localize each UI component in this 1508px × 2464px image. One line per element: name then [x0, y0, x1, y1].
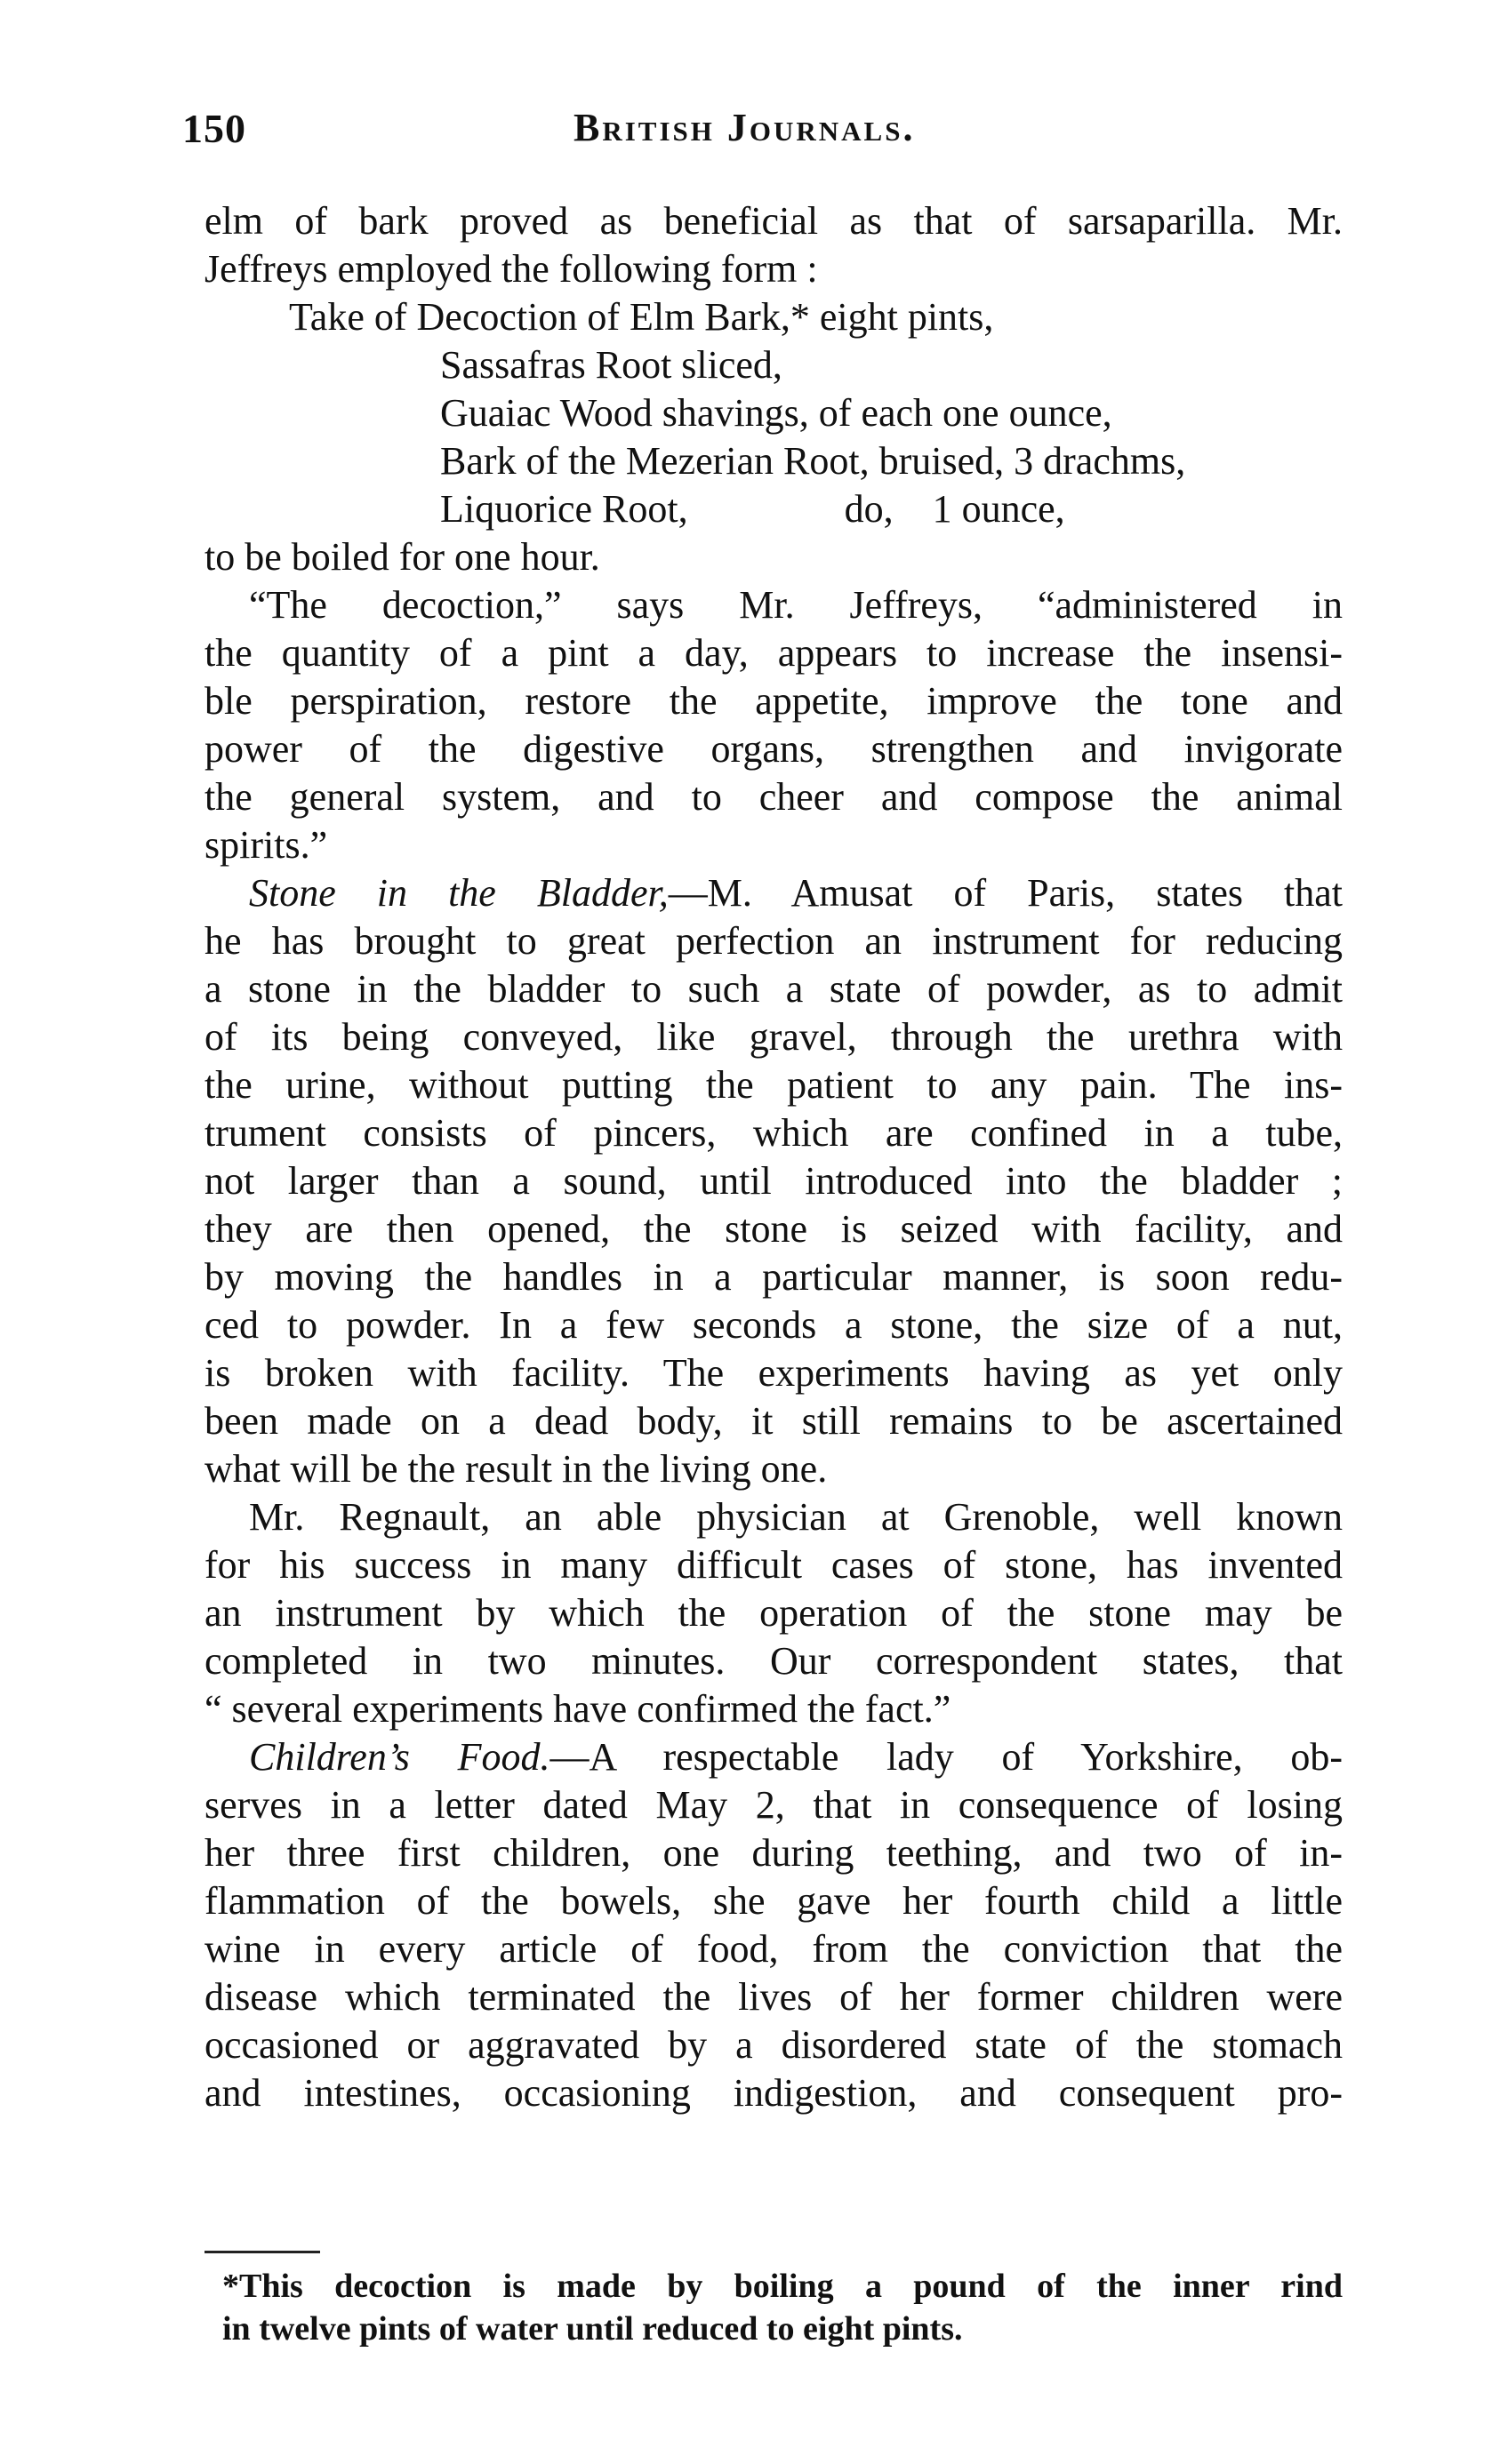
- recipe-line: Guaiac Wood shavings, of each one ounce,: [440, 391, 1112, 435]
- text-line: he has brought to great perfection an instrument for reducing: [205, 919, 1343, 963]
- section-first-line: [205, 1733, 1343, 1781]
- footnote: [222, 2265, 1343, 2350]
- text-line: flammation of the bowels, she gave her fourth child a little: [205, 1879, 1343, 1923]
- text-line: the general system, and to cheer and compose the animal: [205, 775, 1343, 819]
- text-line: her three first children, one during teething, and two of in-: [205, 1831, 1343, 1875]
- text-line: the urine, without putting the patient to any pain. The ins-: [205, 1063, 1343, 1107]
- text-line: of its being conveyed, like gravel, through the urethra with: [205, 1015, 1343, 1059]
- footnote-separator: [205, 2251, 320, 2253]
- text-line: Jeffreys employed the following form :: [205, 247, 818, 291]
- text-line: occasioned or aggravated by a disordered state of the stomach: [205, 2023, 1343, 2067]
- recipe-line: Take of Decoction of Elm Bark,* eight pints,: [289, 295, 994, 339]
- running-head: British Journals.: [574, 106, 916, 149]
- text-line: Mr. Regnault, an able physician at Grenoble, well known: [249, 1495, 1343, 1539]
- page-number: 150: [182, 106, 246, 151]
- text-line: elm of bark proved as beneficial as that of sarsaparilla. Mr.: [205, 199, 1343, 243]
- text-line: wine in every article of food, from the conviction that the: [205, 1927, 1343, 1971]
- text-line: they are then opened, the stone is seized with facility, and: [205, 1207, 1343, 1251]
- text-line: trument consists of pincers, which are confined in a tube,: [205, 1111, 1343, 1155]
- text-line: completed in two minutes. Our correspondent states, that: [205, 1639, 1343, 1683]
- recipe-line: Bark of the Mezerian Root, bruised, 3 drachms,: [440, 439, 1186, 483]
- text-line: a stone in the bladder to such a state of powder, as to admit: [205, 967, 1343, 1011]
- text-line: ced to powder. In a few seconds a stone, the size of a nut,: [205, 1303, 1343, 1347]
- text-line: serves in a letter dated May 2, that in consequence of losing: [205, 1783, 1343, 1827]
- text-line: by moving the handles in a particular manner, is soon redu-: [205, 1255, 1343, 1299]
- text-line: not larger than a sound, until introduced into the bladder ;: [205, 1159, 1343, 1203]
- text-line: and intestines, occasioning indigestion, and consequent pro-: [205, 2071, 1343, 2115]
- recipe-line: Sassafras Root sliced,: [440, 343, 782, 387]
- text-line: spirits.”: [205, 823, 328, 867]
- text-line: the quantity of a pint a day, appears to increase the insensi-: [205, 631, 1343, 675]
- text-line: for his success in many difficult cases of stone, has invented: [205, 1543, 1343, 1587]
- section-title: Children’s Food.: [249, 1735, 550, 1779]
- text-line: power of the digestive organs, strengthen and invigorate: [205, 727, 1343, 771]
- section-first-line: [205, 869, 1343, 917]
- text-line: is broken with facility. The experiments having as yet only: [205, 1351, 1343, 1395]
- text-run: —A respectable lady of Yorkshire, ob-: [549, 1735, 1343, 1779]
- page-header: [182, 105, 1338, 158]
- text-line: “ several experiments have confirmed the fact.”: [205, 1687, 951, 1731]
- text-line: ble perspiration, restore the appetite, improve the tone and: [205, 679, 1343, 723]
- text-line: “The decoction,” says Mr. Jeffreys, “administered in: [249, 583, 1343, 627]
- body-text: [205, 197, 1343, 2117]
- recipe-line: Liquorice Root, do, 1 ounce,: [440, 487, 1065, 531]
- footnote-line: *This decoction is made by boiling a pound of the inner rind: [222, 2268, 1343, 2305]
- footnote-line: in twelve pints of water until reduced to eight pints.: [222, 2310, 963, 2348]
- text-line: what will be the result in the living one.: [205, 1447, 828, 1491]
- recipe-line: to be boiled for one hour.: [205, 535, 600, 579]
- text-line: disease which terminated the lives of her former children were: [205, 1975, 1343, 2019]
- text-line: an instrument by which the operation of the stone may be: [205, 1591, 1343, 1635]
- section-title: Stone in the Bladder,: [249, 871, 669, 915]
- text-run: —M. Amusat of Paris, states that: [668, 871, 1344, 915]
- text-line: been made on a dead body, it still remains to be ascertained: [205, 1399, 1343, 1443]
